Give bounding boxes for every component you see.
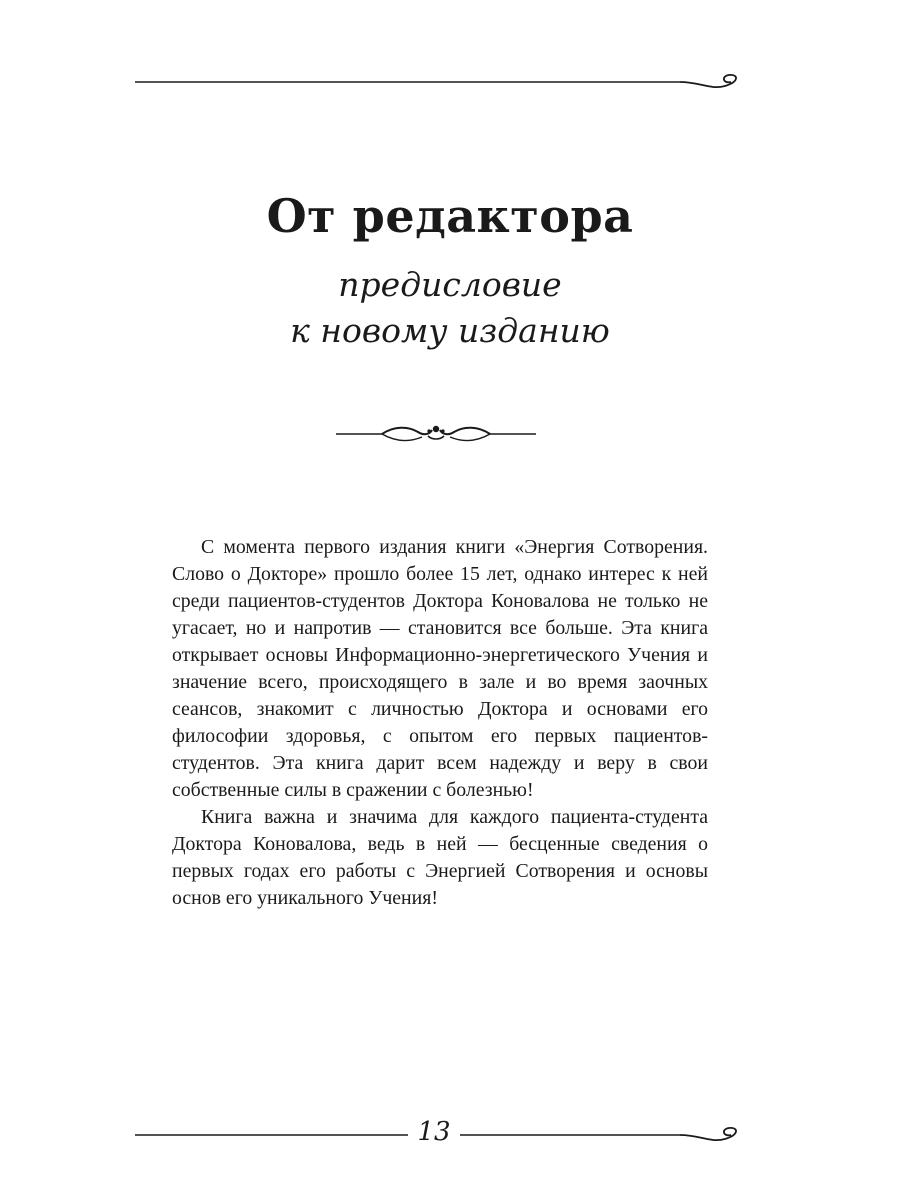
page-number: 13: [408, 1116, 460, 1148]
top-decorative-rule-icon: [135, 70, 745, 94]
paragraph-2: Книга важна и значима для каждого пациента-студента Доктора Коновалова, ведь в ней — бесценные сведения о первых годах его работы с Энергией Сотворения и основы основ его уникального Учения!: [172, 806, 708, 909]
page-title: От редактора: [266, 189, 634, 243]
subtitle-line-2: к новому изданию: [290, 311, 610, 350]
body-text: [172, 534, 708, 912]
page-subtitle: [0, 262, 900, 354]
paragraph-1: С момента первого издания книги «Энергия Сотворения. Слово о Докторе» прошло более 15 лет, однако интерес к ней среди пациентов-студентов Доктора Коновалова не только не угасает, но и напротив — становится все больше. Эта книга открывает основы Информационно-энергетического Учения и значение всего, происходящего в зале и во время заочных сеансов, знакомит с личностью Доктора и основами его философии здоровья, с опытом его первых пациентов-студентов. Эта книга дарит всем надежду и веру в свои собственные силы в сражении с болезнью!: [172, 536, 708, 801]
title-flourish-icon: [336, 420, 536, 448]
subtitle-line-1: предисловие: [338, 265, 562, 304]
